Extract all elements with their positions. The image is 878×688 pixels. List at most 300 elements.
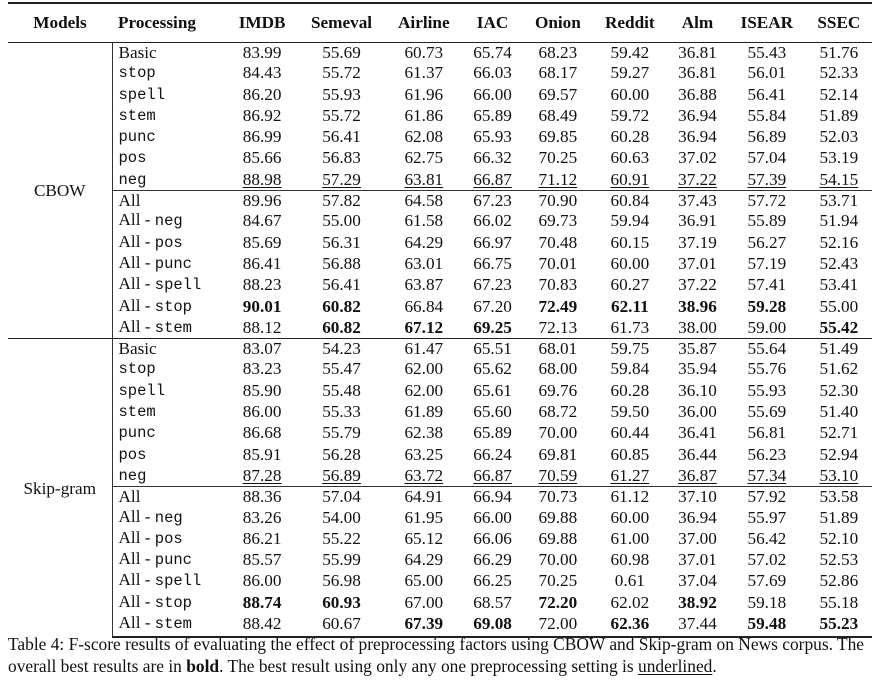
score-cell: 60.84 [593, 191, 667, 211]
score-cell: 56.41 [747, 84, 787, 104]
score-cell: 66.75 [473, 253, 512, 273]
processing-prefix: All - [118, 274, 155, 294]
col-header-semeval: Semeval [298, 3, 386, 43]
score-cell: 61.95 [404, 507, 444, 527]
score-cell: 36.00 [678, 402, 717, 422]
caption-text-1: Table 4: F-score results of evaluating the effect of preprocessing factors using CBOW and Skip-gram on News corpus. The overall best results are in [8, 634, 865, 676]
processing-prefix: Basic [118, 43, 157, 62]
table-row [8, 317, 872, 339]
processing-prefix: All - [118, 252, 155, 272]
processing-label [112, 358, 227, 379]
processing-factor: spell [154, 276, 202, 295]
score-cell: 86.68 [242, 423, 282, 443]
score-cell: 61.86 [404, 105, 444, 125]
score-cell: 54.15 [819, 169, 859, 189]
score-cell: 88.74 [242, 592, 282, 612]
score-cell: 88.23 [242, 275, 282, 295]
score-cell: 56.31 [322, 232, 361, 252]
score-cell: 38.92 [678, 592, 717, 612]
score-cell: 59.27 [610, 63, 650, 83]
score-cell: 65.89 [473, 105, 512, 125]
score-cell: 69.25 [473, 317, 512, 337]
score-cell: 59.42 [610, 43, 650, 62]
score-cell: 66.32 [473, 148, 512, 168]
score-cell: 64.91 [386, 487, 463, 507]
table-row [8, 592, 872, 613]
score-cell: 36.94 [678, 127, 717, 147]
score-cell: 85.66 [242, 148, 282, 168]
processing-prefix: Basic [118, 339, 157, 359]
score-cell: 62.38 [404, 423, 444, 443]
score-cell: 69.08 [462, 613, 523, 637]
score-cell: 55.97 [747, 507, 787, 527]
score-cell: 72.13 [538, 317, 578, 337]
score-cell: 62.02 [610, 592, 650, 612]
score-cell: 87.28 [242, 465, 282, 485]
score-cell: 57.39 [747, 169, 787, 189]
processing-label [112, 465, 227, 487]
score-cell: 61.47 [386, 339, 463, 359]
col-header-reddit: Reddit [593, 3, 667, 43]
score-cell: 37.01 [678, 253, 717, 273]
table-row [8, 105, 872, 126]
processing-prefix: All - [118, 506, 155, 526]
score-cell: 55.69 [322, 43, 361, 62]
table-row [8, 507, 872, 528]
score-cell: 86.92 [242, 105, 282, 125]
score-cell: 59.84 [610, 359, 650, 379]
table-body [8, 43, 872, 638]
score-cell: 89.96 [227, 191, 298, 211]
score-cell: 36.94 [678, 105, 717, 125]
score-cell: 72.00 [523, 613, 593, 637]
score-cell: 57.41 [747, 275, 787, 295]
score-cell: 51.94 [819, 211, 859, 231]
score-cell: 59.94 [610, 211, 650, 231]
processing-factor: punc [118, 424, 156, 443]
score-cell: 69.57 [538, 84, 578, 104]
score-cell: 37.10 [667, 487, 728, 507]
score-cell: 57.72 [728, 191, 806, 211]
processing-factor: stop [118, 360, 156, 379]
score-cell: 65.60 [473, 402, 512, 422]
score-cell: 70.73 [523, 487, 593, 507]
processing-factor: punc [154, 254, 192, 273]
processing-factor: neg [118, 466, 147, 485]
score-cell: 55.99 [322, 550, 361, 570]
processing-factor: stop [118, 64, 156, 83]
score-cell: 68.00 [538, 359, 578, 379]
score-cell: 57.19 [747, 253, 787, 273]
score-cell: 55.47 [322, 359, 361, 379]
score-cell: 36.81 [678, 43, 717, 62]
score-cell: 86.00 [242, 571, 282, 591]
score-cell: 55.84 [747, 105, 787, 125]
score-cell: 60.93 [322, 592, 361, 612]
score-cell: 63.87 [404, 275, 444, 295]
score-cell: 68.49 [538, 105, 578, 125]
score-cell: 57.04 [747, 148, 787, 168]
score-cell: 70.25 [538, 148, 578, 168]
score-cell: 37.01 [678, 550, 717, 570]
score-cell: 66.00 [473, 84, 512, 104]
score-cell: 60.15 [610, 232, 650, 252]
processing-factor: pos [118, 445, 147, 464]
score-cell: 36.44 [678, 444, 717, 464]
score-cell: 70.59 [538, 465, 578, 485]
score-cell: 60.82 [322, 296, 361, 316]
table-row [8, 169, 872, 191]
score-cell: 60.00 [610, 84, 650, 104]
score-cell: 51.89 [819, 507, 859, 527]
processing-prefix: All - [118, 549, 155, 569]
score-cell: 56.89 [322, 465, 361, 485]
score-cell: 66.25 [473, 571, 512, 591]
score-cell: 88.42 [227, 613, 298, 637]
processing-prefix: All - [118, 231, 155, 251]
score-cell: 52.94 [819, 444, 859, 464]
score-cell: 69.88 [538, 507, 578, 527]
score-cell: 67.12 [404, 317, 444, 337]
col-header-models: Models [8, 3, 112, 43]
score-cell: 51.40 [819, 402, 859, 422]
processing-factor: pos [118, 149, 147, 168]
score-cell: 60.27 [610, 275, 650, 295]
score-cell: 57.29 [322, 169, 361, 189]
model-label: Skip-gram [8, 339, 112, 638]
score-cell: 37.00 [678, 528, 717, 548]
score-cell: 67.23 [473, 275, 512, 295]
score-cell: 55.93 [747, 380, 787, 400]
score-cell: 68.57 [473, 592, 512, 612]
score-cell: 36.94 [678, 507, 717, 527]
score-cell: 56.42 [747, 528, 787, 548]
table-row [8, 147, 872, 168]
score-cell: 54.00 [322, 507, 361, 527]
score-cell: 88.36 [227, 487, 298, 507]
score-cell: 70.00 [538, 423, 578, 443]
processing-prefix: All [118, 191, 141, 211]
score-cell: 36.91 [678, 211, 717, 231]
score-cell: 35.87 [667, 339, 728, 359]
score-cell: 83.26 [242, 507, 282, 527]
score-cell: 62.11 [610, 296, 649, 316]
processing-prefix: All [118, 487, 141, 507]
processing-factor: stem [118, 403, 156, 422]
score-cell: 86.41 [242, 253, 282, 273]
score-cell: 68.23 [538, 43, 578, 62]
score-cell: 59.48 [728, 613, 806, 637]
score-cell: 52.10 [819, 528, 859, 548]
score-cell: 62.08 [404, 127, 444, 147]
score-cell: 83.07 [227, 339, 298, 359]
table-row [8, 570, 872, 591]
processing-label [112, 487, 227, 507]
score-cell: 51.62 [819, 359, 859, 379]
score-cell: 55.42 [819, 317, 859, 337]
score-cell: 85.90 [242, 380, 282, 400]
score-cell: 36.41 [678, 423, 717, 443]
processing-label [112, 126, 227, 147]
score-cell: 37.19 [678, 232, 717, 252]
score-cell: 64.29 [404, 550, 444, 570]
processing-label [112, 528, 227, 549]
processing-factor: stem [154, 318, 192, 337]
processing-factor: spell [118, 381, 166, 400]
processing-prefix: All - [118, 316, 155, 336]
caption-text-3: . [712, 656, 717, 676]
score-cell: 70.25 [538, 571, 578, 591]
score-cell: 90.01 [242, 296, 282, 316]
score-cell: 66.87 [473, 465, 512, 485]
score-cell: 72.20 [538, 592, 578, 612]
processing-factor: spell [154, 572, 202, 591]
score-cell: 67.23 [462, 191, 523, 211]
score-cell: 84.43 [242, 63, 282, 83]
score-cell: 62.00 [404, 359, 444, 379]
score-cell: 68.17 [538, 63, 578, 83]
score-cell: 69.88 [538, 528, 578, 548]
score-cell: 56.01 [747, 63, 787, 83]
table-row [8, 232, 872, 253]
table-row [8, 274, 872, 295]
score-cell: 68.01 [523, 339, 593, 359]
score-cell: 37.02 [678, 148, 717, 168]
score-cell: 51.89 [819, 105, 859, 125]
processing-factor: neg [154, 508, 183, 527]
score-cell: 61.37 [404, 63, 444, 83]
table-row [8, 422, 872, 443]
score-cell: 59.50 [610, 402, 650, 422]
score-cell: 70.90 [523, 191, 593, 211]
score-cell: 85.69 [242, 232, 282, 252]
score-cell: 86.99 [242, 127, 282, 147]
score-cell: 63.72 [404, 465, 444, 485]
processing-label [112, 507, 227, 528]
score-cell: 83.23 [242, 359, 282, 379]
processing-label [112, 147, 227, 168]
score-cell: 60.67 [298, 613, 386, 637]
processing-factor: stem [118, 106, 156, 125]
processing-factor: punc [154, 551, 192, 570]
score-cell: 70.48 [538, 232, 578, 252]
processing-label [112, 592, 227, 613]
results-table [8, 2, 872, 638]
score-cell: 61.96 [404, 84, 444, 104]
col-header-isear: ISEAR [728, 3, 806, 43]
processing-label [112, 380, 227, 401]
processing-factor: punc [118, 128, 156, 147]
score-cell: 69.76 [538, 380, 578, 400]
score-cell: 69.73 [538, 211, 578, 231]
processing-prefix: All - [118, 527, 155, 547]
score-cell: 56.88 [322, 253, 361, 273]
score-cell: 55.64 [728, 339, 806, 359]
score-cell: 57.92 [728, 487, 806, 507]
score-cell: 55.72 [322, 63, 361, 83]
score-cell: 60.73 [404, 43, 444, 62]
score-cell: 53.10 [819, 465, 859, 485]
processing-label [112, 62, 227, 83]
score-cell: 62.75 [404, 148, 444, 168]
table-row [8, 549, 872, 570]
score-cell: 55.93 [322, 84, 361, 104]
processing-label [112, 274, 227, 295]
processing-label [112, 84, 227, 105]
score-cell: 61.27 [610, 465, 650, 485]
score-cell: 56.41 [322, 127, 361, 147]
score-cell: 56.81 [747, 423, 787, 443]
score-cell: 51.76 [819, 43, 859, 62]
score-cell: 60.00 [610, 507, 650, 527]
table-row [8, 210, 872, 231]
score-cell: 66.24 [473, 444, 512, 464]
score-cell: 55.48 [322, 380, 361, 400]
score-cell: 52.33 [819, 63, 859, 83]
score-cell: 52.16 [819, 232, 859, 252]
processing-label [112, 105, 227, 126]
table-row [8, 358, 872, 379]
table-row [8, 339, 872, 359]
score-cell: 70.00 [538, 550, 578, 570]
score-cell: 61.73 [610, 317, 650, 337]
score-cell: 60.44 [610, 423, 650, 443]
score-cell: 56.83 [322, 148, 361, 168]
col-header-imdb: IMDB [227, 3, 298, 43]
score-cell: 64.58 [386, 191, 463, 211]
col-header-airline: Airline [386, 3, 463, 43]
processing-label [112, 317, 227, 339]
processing-label [112, 549, 227, 570]
score-cell: 52.86 [819, 571, 859, 591]
score-cell: 38.00 [678, 317, 717, 337]
score-cell: 66.84 [404, 296, 444, 316]
score-cell: 66.00 [473, 507, 512, 527]
caption-text-2: . The best result using only any one preprocessing setting is [219, 656, 638, 676]
score-cell: 55.00 [819, 296, 859, 316]
score-cell: 55.89 [747, 211, 787, 231]
score-cell: 85.91 [242, 444, 282, 464]
score-cell: 60.63 [610, 148, 650, 168]
score-cell: 51.49 [806, 339, 872, 359]
score-cell: 59.75 [593, 339, 667, 359]
score-cell: 0.61 [614, 571, 645, 591]
score-cell: 57.04 [298, 487, 386, 507]
score-cell: 56.27 [747, 232, 787, 252]
score-cell: 65.00 [404, 571, 444, 591]
processing-prefix: All - [118, 591, 155, 611]
score-cell: 88.98 [242, 169, 282, 189]
score-cell: 65.12 [404, 528, 444, 548]
processing-label [112, 210, 227, 231]
score-cell: 55.79 [322, 423, 361, 443]
processing-factor: pos [154, 233, 183, 252]
processing-label [112, 422, 227, 443]
score-cell: 65.62 [473, 359, 512, 379]
score-cell: 66.03 [473, 63, 512, 83]
score-cell: 60.91 [610, 169, 650, 189]
score-cell: 57.34 [747, 465, 787, 485]
score-cell: 55.33 [322, 402, 361, 422]
score-cell: 63.01 [404, 253, 444, 273]
score-cell: 36.81 [678, 63, 717, 83]
col-header-onion: Onion [523, 3, 593, 43]
score-cell: 60.28 [610, 127, 650, 147]
processing-label [112, 444, 227, 465]
score-cell: 67.20 [473, 296, 512, 316]
score-cell: 52.43 [819, 253, 859, 273]
score-cell: 69.85 [538, 127, 578, 147]
score-cell: 72.49 [538, 296, 578, 316]
score-cell: 55.43 [747, 43, 787, 62]
processing-prefix: All - [118, 295, 155, 315]
score-cell: 59.28 [747, 296, 787, 316]
score-cell: 55.23 [806, 613, 872, 637]
score-cell: 66.02 [473, 211, 512, 231]
score-cell: 53.41 [819, 275, 859, 295]
score-cell: 56.41 [322, 275, 361, 295]
score-cell: 71.12 [538, 169, 578, 189]
processing-label [112, 570, 227, 591]
score-cell: 66.29 [473, 550, 512, 570]
score-cell: 37.22 [678, 169, 717, 189]
score-cell: 63.81 [404, 169, 444, 189]
score-cell: 57.69 [747, 571, 787, 591]
score-cell: 85.57 [242, 550, 282, 570]
score-cell: 37.22 [678, 275, 717, 295]
score-cell: 61.89 [404, 402, 444, 422]
processing-label [112, 191, 227, 211]
score-cell: 62.00 [404, 380, 444, 400]
score-cell: 52.71 [819, 423, 859, 443]
score-cell: 61.58 [404, 211, 444, 231]
processing-factor: neg [118, 170, 147, 189]
score-cell: 36.87 [678, 465, 717, 485]
table-row [8, 465, 872, 487]
score-cell: 53.19 [819, 148, 859, 168]
score-cell: 37.44 [667, 613, 728, 637]
score-cell: 56.89 [747, 127, 787, 147]
score-cell: 65.89 [473, 423, 512, 443]
score-cell: 69.81 [538, 444, 578, 464]
processing-factor: stem [154, 615, 192, 634]
score-cell: 56.28 [322, 444, 361, 464]
table-row [8, 528, 872, 549]
score-cell: 67.39 [386, 613, 463, 637]
score-cell: 52.30 [819, 380, 859, 400]
processing-label [112, 339, 227, 359]
score-cell: 36.10 [678, 380, 717, 400]
processing-label [112, 232, 227, 253]
table-caption [8, 633, 874, 677]
score-cell: 70.83 [538, 275, 578, 295]
processing-factor: stop [154, 593, 192, 612]
score-cell: 55.00 [322, 211, 361, 231]
score-cell: 65.51 [462, 339, 523, 359]
table-row [8, 401, 872, 422]
score-cell: 52.14 [819, 84, 859, 104]
score-cell: 83.99 [242, 43, 282, 62]
table-row [8, 43, 872, 63]
score-cell: 61.12 [593, 487, 667, 507]
score-cell: 35.94 [678, 359, 717, 379]
score-cell: 54.23 [298, 339, 386, 359]
score-cell: 55.72 [322, 105, 361, 125]
processing-label [112, 253, 227, 274]
score-cell: 70.01 [538, 253, 578, 273]
score-cell: 86.00 [242, 402, 282, 422]
score-cell: 56.98 [322, 571, 361, 591]
